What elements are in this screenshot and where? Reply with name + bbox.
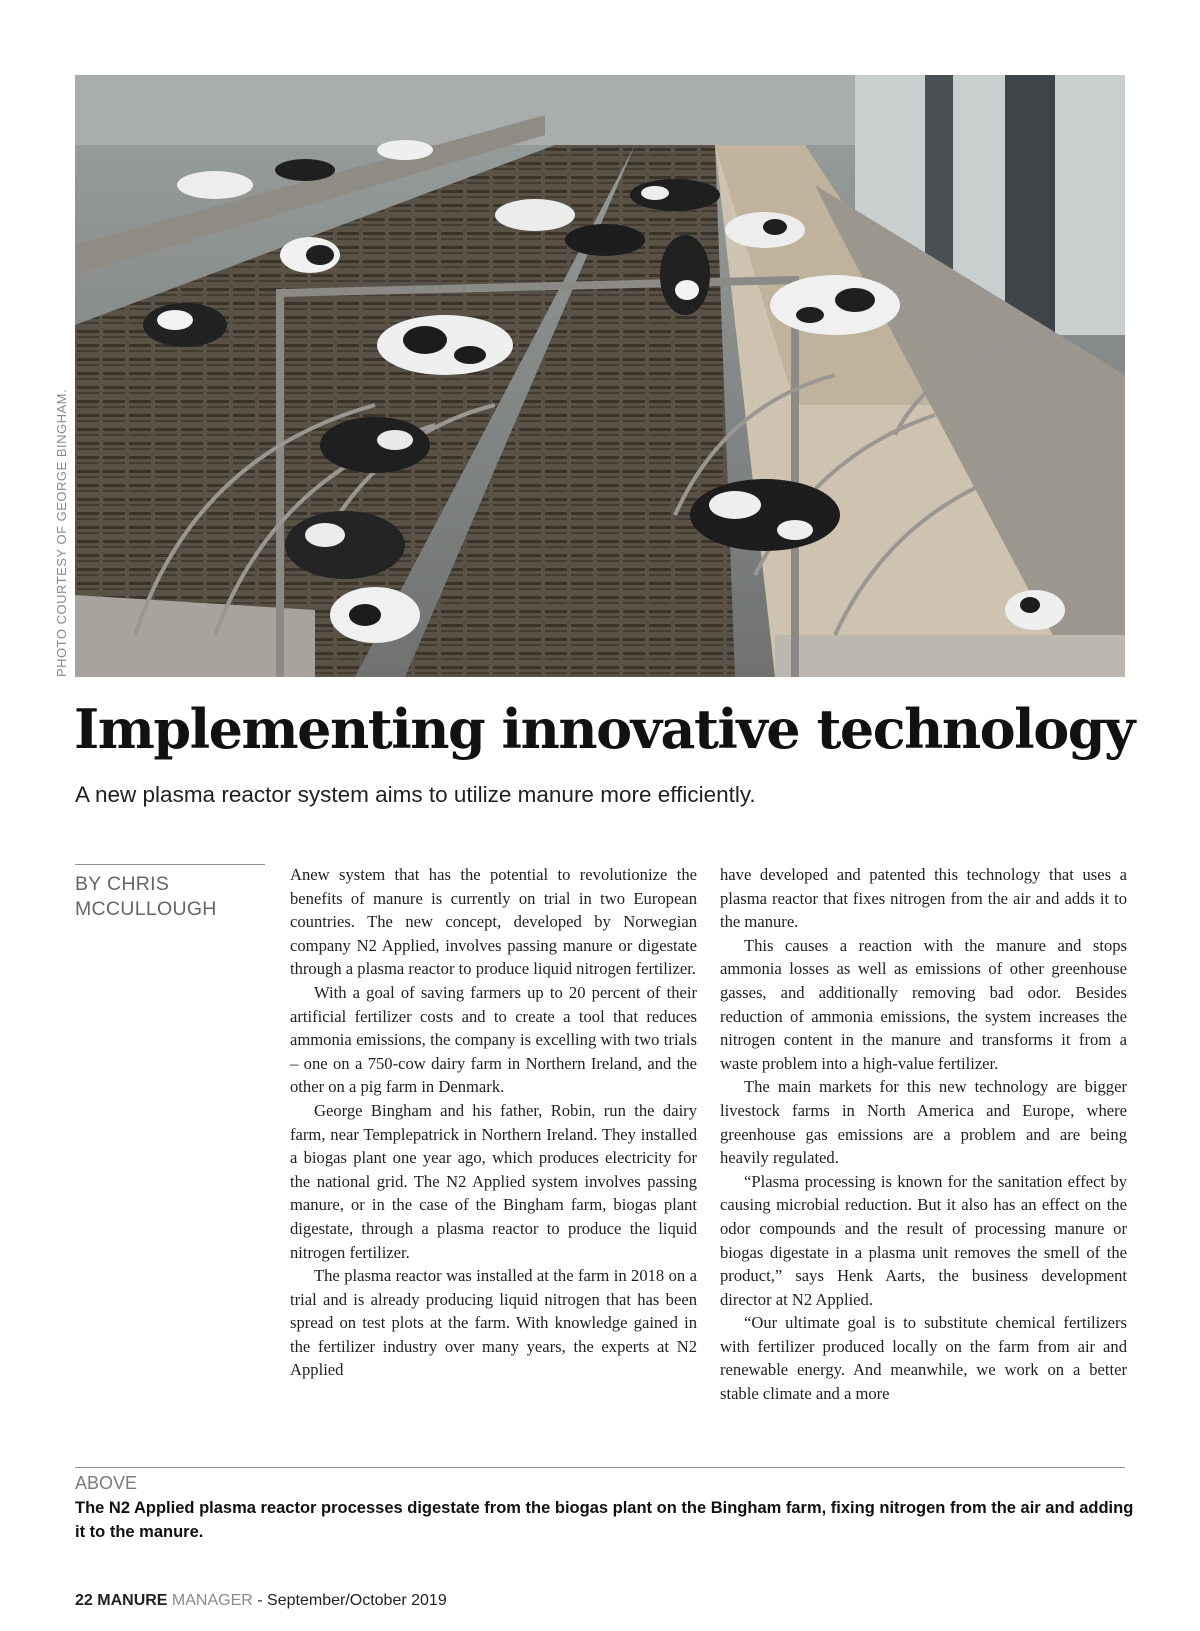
paragraph: have developed and patented this technology that uses a plasma reactor that fixes nitrogen from the air and adds it to the manure. [720, 865, 1127, 932]
page-footer [75, 1592, 447, 1610]
magazine-name-light: MANAGER [171, 1592, 253, 1609]
paragraph: With a goal of saving farmers up to 20 percent of their artificial fertilizer costs and to create a tool that reduces ammonia emissions, the company is excelling with two trials – one on a 750-cow dairy farm in Northern Ireland, and the other on a pig farm in Denmark. [290, 982, 697, 1097]
page-number: 22 [75, 1592, 93, 1609]
magazine-name-bold: MANURE [97, 1592, 168, 1609]
lead-photo [75, 75, 1125, 677]
byline-divider [75, 864, 265, 865]
deck: A new plasma reactor system aims to utilize manure more efficiently. [75, 782, 756, 807]
byline-line-1: BY CHRIS [75, 873, 170, 895]
dairy-barn-photo-icon [75, 75, 1125, 677]
byline [75, 872, 217, 922]
caption-divider [75, 1467, 1125, 1468]
paragraph: Anew system that has the potential to revolutionize the benefits of manure is currently on trial in two European countries. The new concept, developed by Norwegian company N2 Applied, involves passing manure or digestate through a plasma reactor to produce liquid nitrogen fertilizer. [290, 865, 697, 979]
paragraph: The main markets for this new technology are bigger livestock farms in North America and Europe, where greenhouse gas emissions are a problem and are being heavily regulated. [720, 1077, 1127, 1168]
paragraph: This causes a reaction with the manure and stops ammonia losses as well as emissions of other greenhouse gasses, and additionally removing bad odor. Besides reduction of ammonia emissions, the system increases the nitrogen content in the manure and transforms it from a waste problem into a high-value fertilizer. [720, 935, 1127, 1073]
byline-line-2: MCCULLOUGH [75, 898, 217, 920]
body-column-1 [290, 863, 697, 1382]
issue-date: - September/October 2019 [257, 1592, 447, 1609]
caption-label: ABOVE [75, 1473, 138, 1493]
photo-caption: The N2 Applied plasma reactor processes digestate from the biogas plant on the Bingham farm, fixing nitrogen from the air and adding it to the manure. [75, 1499, 1134, 1541]
headline: Implementing innovative technology [74, 697, 1134, 761]
paragraph: George Bingham and his father, Robin, run the dairy farm, near Templepatrick in Northern Ireland. They installed a biogas plant one year ago, which produces electricity for the national grid. The N2 Applied system involves passing manure, or in the case of the Bingham farm, biogas plant digestate, through a plasma reactor to produce the liquid nitrogen fertilizer. [290, 1100, 697, 1262]
paragraph: “Our ultimate goal is to substitute chemical fertilizers with fertilizer produced locally on the farm from air and renewable energy. And meanwhile, we work on a better stable climate and a more [720, 1313, 1127, 1404]
body-column-2 [720, 863, 1127, 1406]
paragraph: The plasma reactor was installed at the farm in 2018 on a trial and is already producing liquid nitrogen that has been spread on test plots at the farm. With knowledge gained in the fertilizer industry over many years, the experts at N2 Applied [290, 1266, 697, 1380]
paragraph: “Plasma processing is known for the sanitation effect by causing microbial reduction. But it also has an effect on the odor compounds and the result of processing manure or biogas digestate in a plasma unit removes the smell of the product,” says Henk Aarts, the business development director at N2 Applied. [720, 1171, 1127, 1309]
photo-credit: PHOTO COURTESY OF GEORGE BINGHAM. [54, 388, 69, 677]
